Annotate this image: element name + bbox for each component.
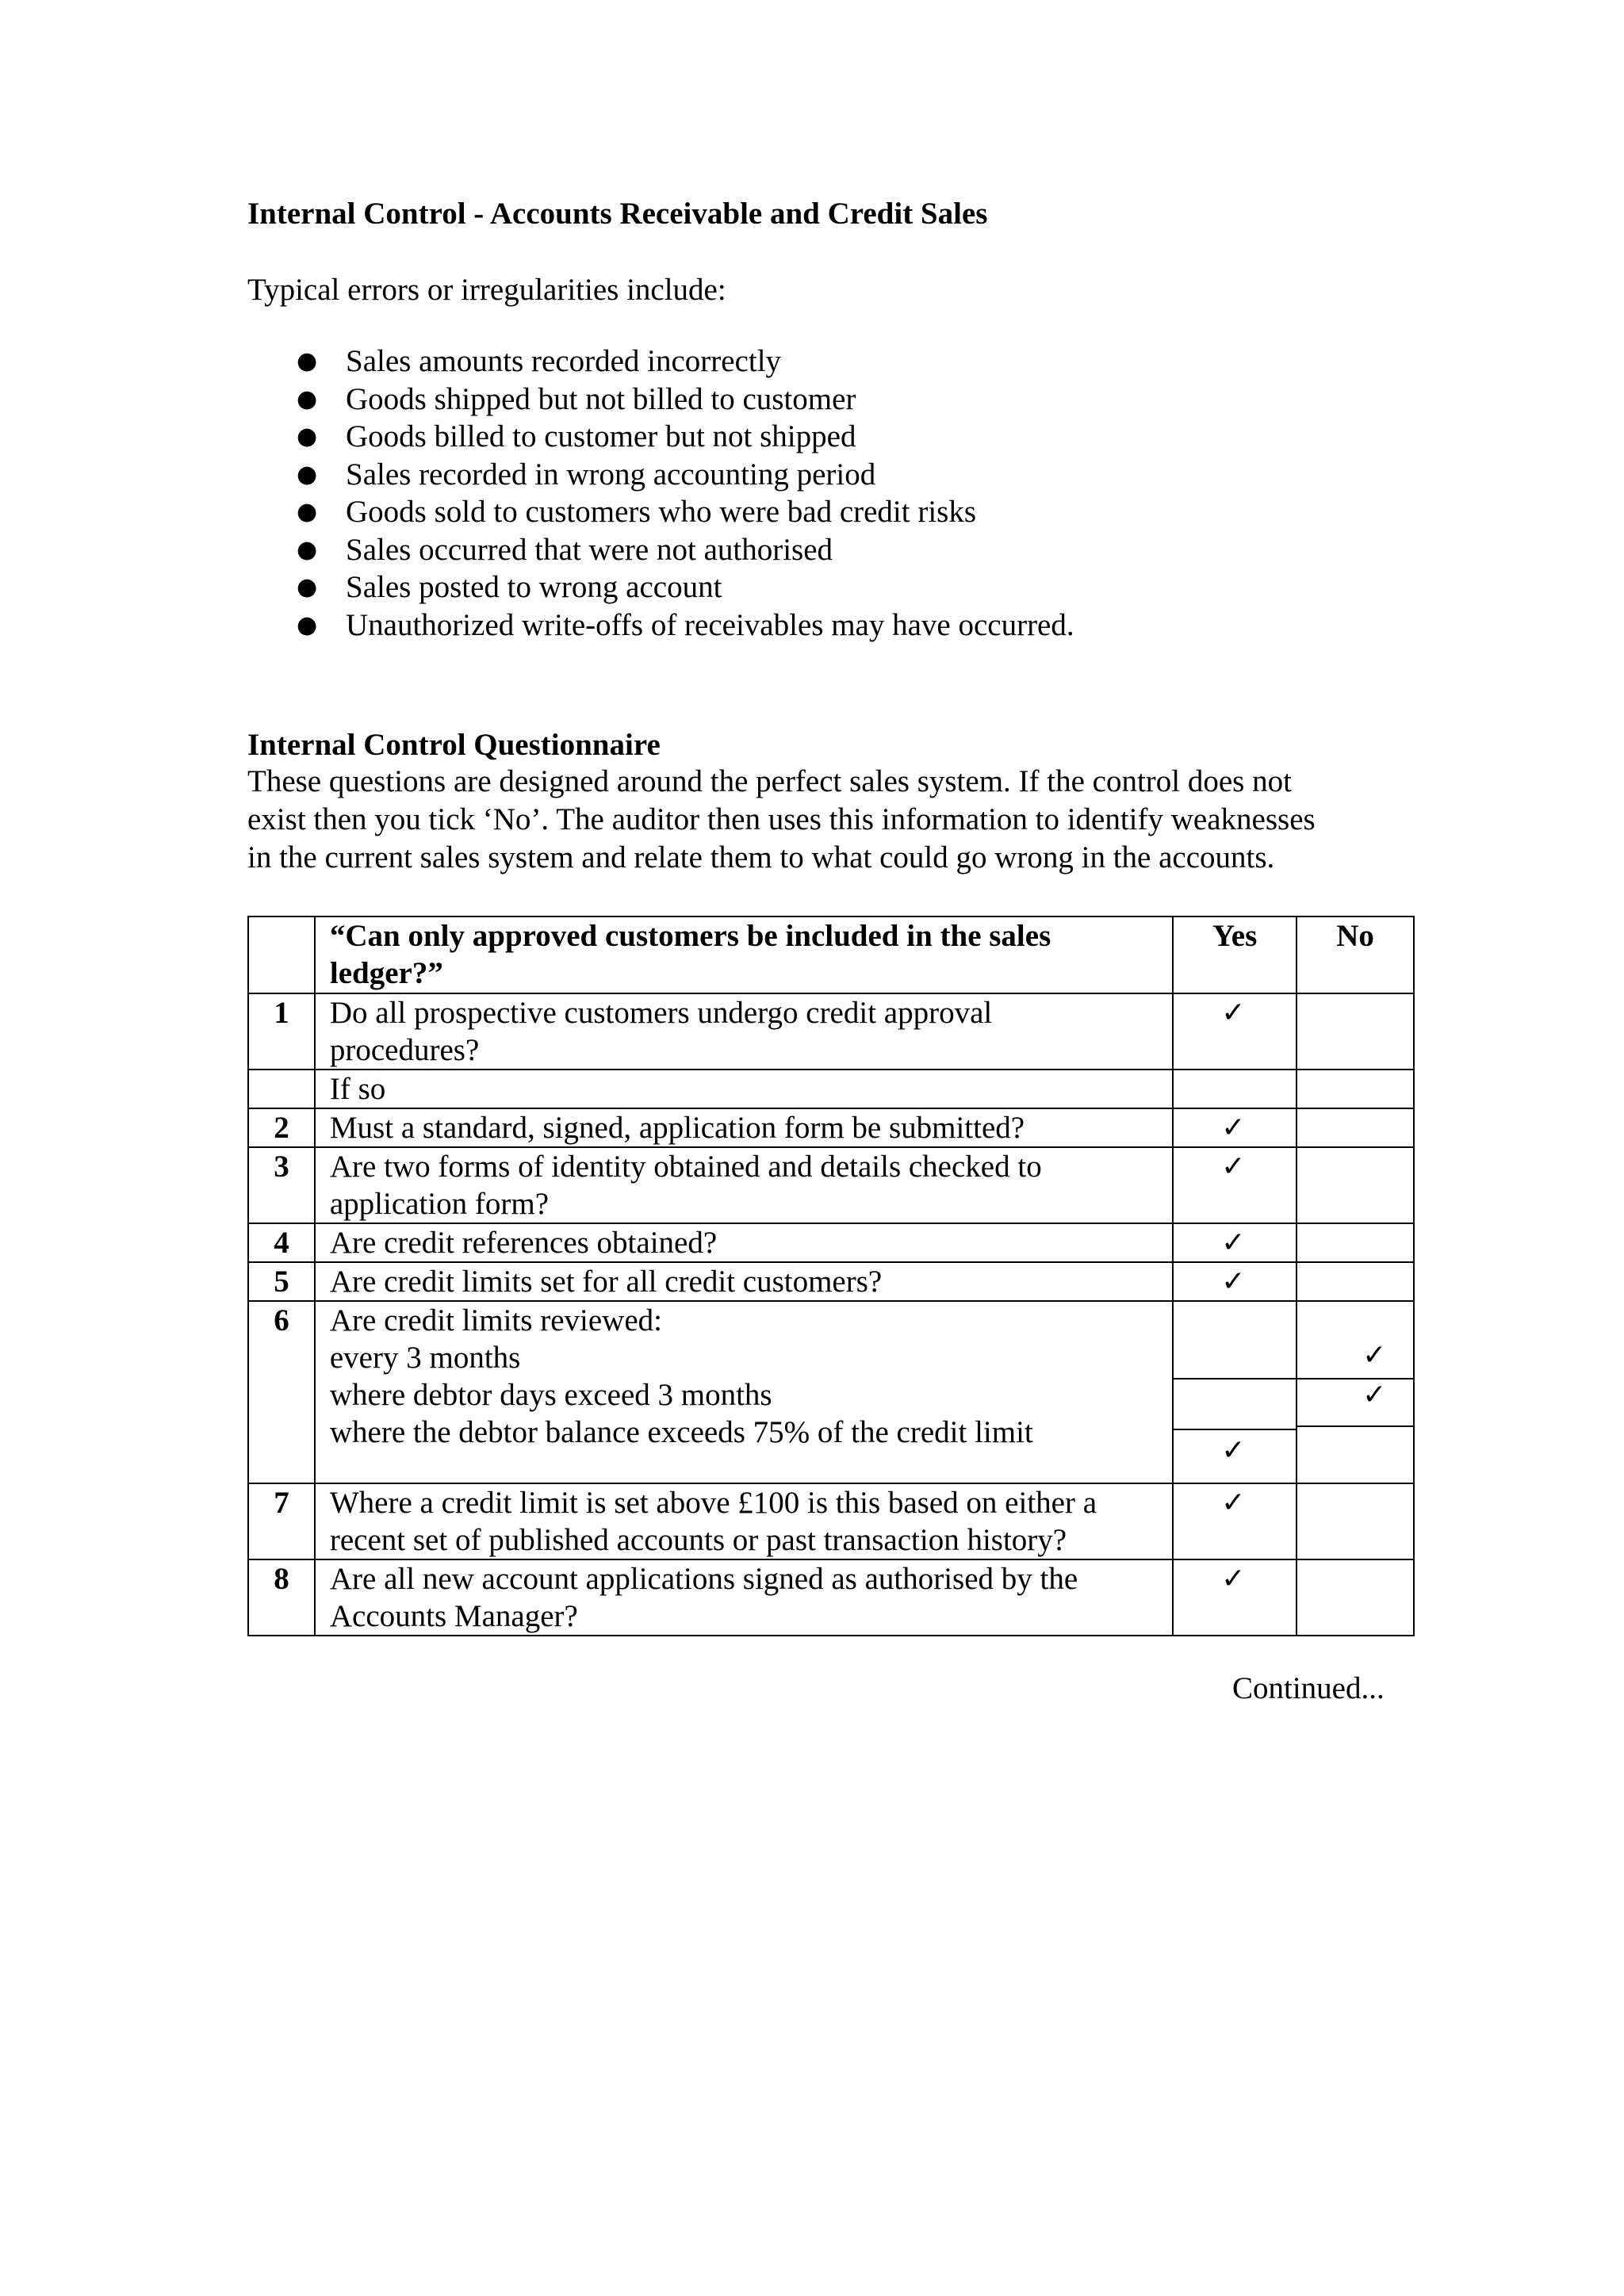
list-item: ● Sales occurred that were not authorised <box>247 531 1074 569</box>
list-item: ● Sales amounts recorded incorrectly <box>247 342 1074 381</box>
row-number: 4 <box>248 1223 315 1262</box>
questionnaire-table <box>247 916 1415 1636</box>
list-item: ● Goods sold to customers who were bad credit risks <box>247 493 1074 531</box>
tick-icon: ✓ <box>1221 1226 1246 1259</box>
row-question: Are credit references obtained? <box>315 1223 1173 1262</box>
questionnaire-description: These questions are designed around the perfect sales system. If the control does not exist then you tick ‘No’. The auditor then uses this information to identify weaknesses in the current sales system and relate them to what could go wrong in the accounts. <box>247 764 1316 874</box>
tick-icon: ✓ <box>1221 1112 1246 1144</box>
list-item: ● Sales posted to wrong account <box>247 568 1074 607</box>
row-yes-cell <box>1173 1262 1297 1301</box>
tick-icon: ✓ <box>1221 1265 1246 1298</box>
list-item: ● Sales recorded in wrong accounting period <box>247 456 1074 494</box>
intro-text: Typical errors or irregularities include: <box>247 273 726 307</box>
tick-icon: ✓ <box>1221 1150 1246 1183</box>
table-row <box>248 1559 1414 1636</box>
row-no-cell <box>1297 993 1414 1070</box>
row-number: 2 <box>248 1108 315 1147</box>
row-number: 3 <box>248 1147 315 1223</box>
bullet-icon: ● <box>297 610 318 639</box>
tick-icon: ✓ <box>1221 1434 1246 1467</box>
row6-yes-cells <box>1173 1301 1297 1483</box>
row-no-cell <box>1297 1559 1414 1636</box>
header-num-cell <box>248 916 315 993</box>
table-row <box>248 1483 1414 1559</box>
continued-label: Continued... <box>1232 1671 1385 1705</box>
row-yes-cell <box>1173 1070 1297 1108</box>
row-yes-cell <box>1173 1483 1297 1559</box>
page-title: Internal Control - Accounts Receivable and Credit Sales <box>247 197 988 231</box>
row-question: If so <box>315 1070 1173 1108</box>
tick-icon: ✓ <box>1362 1379 1387 1411</box>
row-number: 1 <box>248 993 315 1070</box>
bullet-icon: ● <box>297 573 318 601</box>
row-question: Are all new account applications signed as authorised by the Accounts Manager? <box>315 1559 1173 1636</box>
row-question: Must a standard, signed, application form be submitted? <box>315 1108 1173 1147</box>
table-row <box>248 1223 1414 1262</box>
table-row <box>248 1147 1414 1223</box>
bullet-icon: ● <box>297 498 318 526</box>
bullet-icon: ● <box>297 423 318 450</box>
row-number: 5 <box>248 1262 315 1301</box>
table-row <box>248 1108 1414 1147</box>
table-header-row <box>248 916 1414 993</box>
row-number: 6 <box>248 1301 315 1483</box>
table-row <box>248 993 1414 1070</box>
header-yes: Yes <box>1173 916 1297 993</box>
row-question: Are credit limits set for all credit customers? <box>315 1262 1173 1301</box>
row-question: Are credit limits reviewed: every 3 months where debtor days exceed 3 months where the debtor balance exceeds 75% of the credit limit <box>315 1301 1173 1483</box>
row-yes-cell <box>1173 993 1297 1070</box>
header-no: No <box>1297 916 1414 993</box>
bullet-icon: ● <box>297 535 318 564</box>
row-no-cell <box>1297 1108 1414 1147</box>
row-question: Where a credit limit is set above £100 is this based on either a recent set of published accounts or past transaction history? <box>315 1483 1173 1559</box>
row-no-cell <box>1297 1223 1414 1262</box>
tick-icon: ✓ <box>1221 997 1246 1029</box>
tick-icon: ✓ <box>1221 1487 1246 1519</box>
tick-icon: ✓ <box>1221 1563 1246 1595</box>
bullet-icon: ● <box>297 460 318 488</box>
row-no-cell <box>1297 1147 1414 1223</box>
header-question-cell: “Can only approved customers be included in the sales ledger?” <box>315 916 1173 993</box>
row-number: 7 <box>248 1483 315 1559</box>
row-question: Do all prospective customers undergo credit approval procedures? <box>315 993 1173 1070</box>
list-item: ● Goods shipped but not billed to customer <box>247 381 1074 419</box>
bullet-icon: ● <box>297 347 318 375</box>
tick-icon: ✓ <box>1362 1339 1387 1372</box>
row-yes-cell <box>1173 1223 1297 1262</box>
row-question: Are two forms of identity obtained and details checked to application form? <box>315 1147 1173 1223</box>
table-body-before <box>248 993 1414 1301</box>
row6-no-cells <box>1297 1301 1414 1483</box>
errors-list <box>247 342 1074 644</box>
questionnaire-heading: Internal Control Questionnaire <box>247 728 661 762</box>
table-body-after <box>248 1483 1414 1636</box>
row-yes-cell <box>1173 1147 1297 1223</box>
table-row-6 <box>248 1301 1414 1483</box>
row-yes-cell <box>1173 1559 1297 1636</box>
row-yes-cell <box>1173 1108 1297 1147</box>
table-row <box>248 1070 1414 1108</box>
table-row <box>248 1262 1414 1301</box>
list-item: ● Unauthorized write-offs of receivables may have occurred. <box>247 607 1074 645</box>
row-number: 8 <box>248 1559 315 1636</box>
row-no-cell <box>1297 1262 1414 1301</box>
bullet-icon: ● <box>297 385 318 413</box>
row-no-cell <box>1297 1483 1414 1559</box>
row-no-cell <box>1297 1070 1414 1108</box>
row-number <box>248 1070 315 1108</box>
list-item: ● Goods billed to customer but not shipped <box>247 418 1074 456</box>
